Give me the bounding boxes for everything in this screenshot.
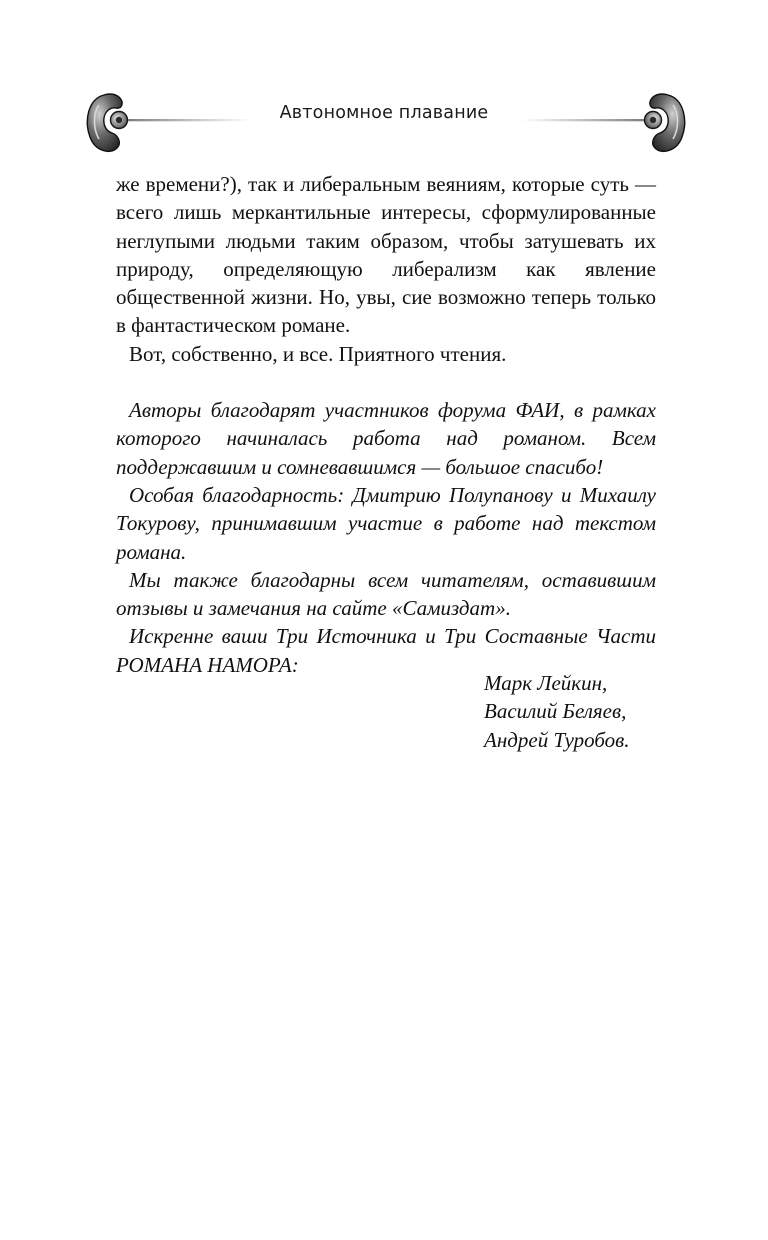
signature-line: Василий Беляев, <box>484 699 627 724</box>
body-paragraph: же времени?), так и либеральным веяниям, которые суть — всего лишь меркантильные интересы, сформулированные неглупыми людьми таким образом, чтобы затушевать их природу, определяющую либерализм как явление общественной жизни. Но, увы, сие возможно теперь только в фантастическом романе. <box>116 172 656 338</box>
running-title: Автономное плавание <box>279 103 489 123</box>
body-paragraph: Вот, собственно, и все. Приятного чтения. <box>129 341 507 366</box>
paragraph-spacer <box>116 368 656 396</box>
page-text <box>116 170 656 679</box>
acknowledgement-paragraph: Мы также благодарны всем читателям, оставившим отзывы и замечания на сайте «Самиздат». <box>116 567 656 621</box>
signature-line: Марк Лейкин, <box>484 671 608 695</box>
headphone-ornament-right-icon <box>485 85 690 157</box>
acknowledgement-paragraph: Искренне ваши Три Источника и Три Составные Части РОМАНА НАМОРА: <box>116 624 656 677</box>
acknowledgement-paragraph: Особая благодарность: Дмитрию Полупанову и Михаилу Токурову, принимавшим участие в работе над текстом романа. <box>116 482 656 564</box>
acknowledgement-paragraph: Авторы благодарят участников форума ФАИ, в рамках которого начиналась работа над романом. Всем поддержавшим и сомневавшимся — большое спасибо! <box>116 398 656 479</box>
author-signatures <box>484 669 684 754</box>
acknowledgements-block <box>116 396 656 679</box>
running-header <box>0 85 768 155</box>
signature-line: Андрей Туробов. <box>484 727 630 752</box>
